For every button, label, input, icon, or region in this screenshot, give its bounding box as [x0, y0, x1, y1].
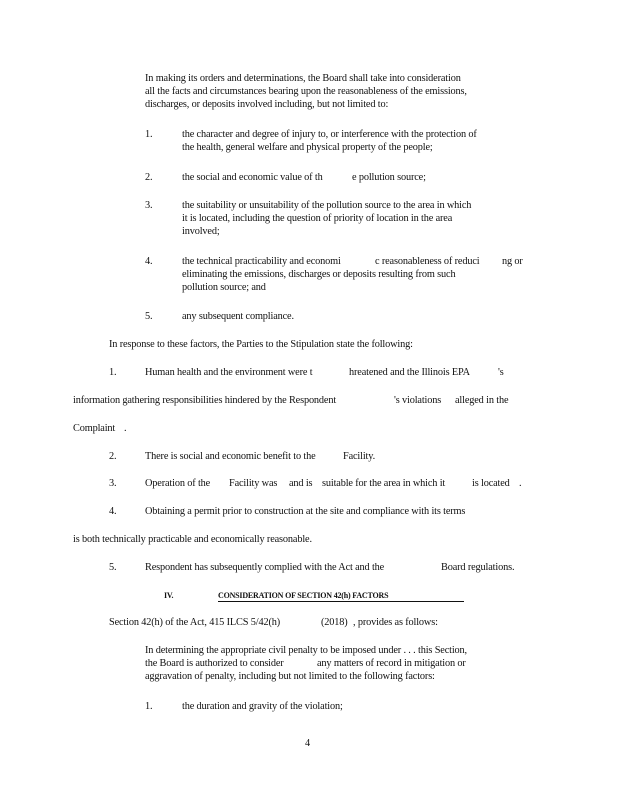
response-3-text-c: and is [289, 478, 313, 489]
response-3-text-d: suitable for the area in which it [322, 478, 446, 489]
page-number: 4 [305, 738, 310, 749]
factor-3-line-2: it is located, including the question of priority of location in the area [182, 213, 453, 224]
quote-42h-line-2b: any matters of record in mitigation or [317, 658, 466, 669]
response-2-text-b: Facility. [343, 451, 376, 462]
factor-4-number: 4. [145, 256, 153, 267]
response-2-number: 2. [109, 451, 117, 462]
response-4-text-b: is both technically practicable and economically reasonable. [73, 534, 312, 545]
response-1-text-f: alleged in the [455, 395, 509, 406]
response-3-text-a: Operation of the [145, 478, 211, 489]
factor-1-line-1: the character and degree of injury to, or interference with the protection of [182, 129, 477, 140]
intro-line-1: In making its orders and determinations, the Board shall take into consideration [145, 73, 461, 84]
intro-line-2: all the facts and circumstances bearing upon the reasonableness of the emissions, [145, 86, 467, 97]
response-1-text-a: Human health and the environment were t [145, 367, 313, 378]
section-42h-text-c: , provides as follows: [353, 617, 438, 628]
response-1-number: 1. [109, 367, 117, 378]
response-1-text-h: . [124, 423, 127, 434]
factor-4-text-a: the technical practicability and economi [182, 256, 341, 267]
quote-42h-line-2a: the Board is authorized to consider [145, 658, 284, 669]
quote-42h-line-3: aggravation of penalty, including but not limited to the following factors: [145, 671, 435, 682]
response-intro: In response to these factors, the Parties to the Stipulation state the following: [109, 339, 413, 350]
factor-1-line-2: the health, general welfare and physical property of the people; [182, 142, 433, 153]
response-2-text-a: There is social and economic benefit to the [145, 451, 316, 462]
factor-5-text: any subsequent compliance. [182, 311, 294, 322]
factor-42h-1-number: 1. [145, 701, 153, 712]
response-3-text-e: is located [472, 478, 510, 489]
response-5-text-b: Board regulations. [441, 562, 515, 573]
response-1-text-b: hreatened and the Illinois EPA [349, 367, 470, 378]
response-1-text-g: Complaint [73, 423, 116, 434]
factor-2-number: 2. [145, 172, 153, 183]
factor-42h-1-text: the duration and gravity of the violation; [182, 701, 343, 712]
response-1-text-d: information gathering responsibilities hindered by the Respondent [73, 395, 337, 406]
factor-3-number: 3. [145, 200, 153, 211]
factor-2-text-a: the social and economic value of th [182, 172, 323, 183]
factor-5-number: 5. [145, 311, 153, 322]
factor-3-line-1: the suitability or unsuitability of the pollution source to the area in which [182, 200, 472, 211]
quote-42h-line-1: In determining the appropriate civil penalty to be imposed under . . . this Section, [145, 645, 467, 656]
response-3-text-f: . [519, 478, 522, 489]
factor-3-line-3: involved; [182, 226, 220, 237]
response-4-text-a: Obtaining a permit prior to construction at the site and compliance with its terms [145, 506, 466, 517]
response-1-text-c: 's [498, 367, 504, 378]
factor-4-text-b: c reasonableness of reduci [375, 256, 480, 267]
section-iv-number: IV. [164, 591, 174, 600]
factor-4-text-c: ng or [502, 256, 523, 267]
response-4-number: 4. [109, 506, 117, 517]
intro-line-3: discharges, or deposits involved including, but not limited to: [145, 99, 389, 110]
section-iv-title: CONSIDERATION OF SECTION 42(h) FACTORS [218, 590, 464, 602]
response-5-number: 5. [109, 562, 117, 573]
factor-2-text-b: e pollution source; [352, 172, 426, 183]
response-5-text-a: Respondent has subsequently complied with the Act and the [145, 562, 385, 573]
section-42h-text-b: (2018) [321, 617, 348, 628]
response-3-text-b: Facility was [229, 478, 278, 489]
section-42h-text-a: Section 42(h) of the Act, 415 ILCS 5/42(h) [109, 617, 281, 628]
factor-4-line-2: eliminating the emissions, discharges or deposits resulting from such [182, 269, 456, 280]
factor-1-number: 1. [145, 129, 153, 140]
factor-4-line-3: pollution source; and [182, 282, 266, 293]
response-1-text-e: 's violations [394, 395, 442, 406]
response-3-number: 3. [109, 478, 117, 489]
